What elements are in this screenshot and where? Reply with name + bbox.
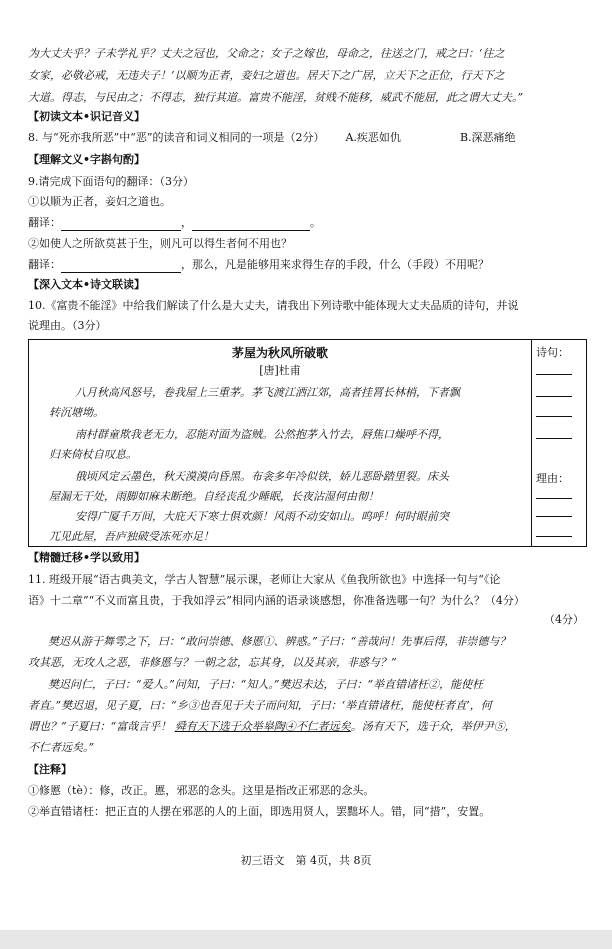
lunyu-line-2: 攻其恶，无攻人之恶，非修慝与？一朝之忿，忘其身，以及其亲，非惑与？” bbox=[28, 656, 397, 669]
poem-box bbox=[28, 339, 532, 547]
poem-line-5: 俄顷风定云墨色，秋天漠漠向昏黑。布衾多年冷似铁，娇儿恶卧踏里裂。床头 bbox=[75, 470, 449, 483]
question-9-item-1: ①以顺为正者，妾妇之道也。 bbox=[28, 195, 171, 208]
answer-blank-3[interactable] bbox=[61, 260, 181, 273]
translation-label-2: 翻译： bbox=[28, 258, 61, 271]
poem-line-1: 八月秋高风怒号，卷我屋上三重茅。茅飞渡江洒江郊，高者挂罥长林梢，下者飘 bbox=[75, 386, 460, 399]
verse-blank-1[interactable] bbox=[536, 374, 572, 375]
section-title-2: 【理解文义•字斟句酌】 bbox=[28, 153, 146, 166]
question-8-option-b: B.深恶痛绝 bbox=[459, 131, 516, 144]
lunyu-line-4: 者直。”樊迟退，见子夏，曰：“乡③也吾见于夫子而问知，子曰：‘举直错诸枉，能使枉者直’，何 bbox=[28, 699, 492, 712]
poem-line-3: 南村群童欺我老无力，忍能对面为盗贼。公然抱茅入竹去，唇焦口燥呼不得， bbox=[75, 428, 449, 441]
period-mark: 。 bbox=[310, 216, 321, 229]
question-11-score: （4分） bbox=[544, 613, 584, 626]
notes-title: 【注释】 bbox=[28, 763, 72, 776]
section-title-1: 【初读文本•识记音义】 bbox=[28, 110, 146, 123]
lunyu-line-3: 樊迟问仁，子曰：“爱人。”问知，子曰：“知人。”樊迟未达，子曰：“举直错诸枉②，能使枉 bbox=[48, 678, 484, 691]
passage-line-2: 女家，必敬必戒，无违夫子！’以顺为正者，妾妇之道也。居天下之广居，立天下之正位，行天下之 bbox=[28, 69, 505, 82]
poem-title: 茅屋为秋风所破歌 bbox=[231, 346, 328, 360]
question-9-item-2: ②如使人之所欲莫甚于生，则凡可以得生者何不用也？ bbox=[28, 237, 292, 250]
translation-label-1: 翻译： bbox=[28, 216, 61, 229]
poem-line-6: 屋漏无干处，雨脚如麻未断绝。自经丧乱少睡眠，长夜沾湿何由彻！ bbox=[49, 490, 379, 503]
poem-line-7: 安得广厦千万间，大庇天下寒士俱欢颜！风雨不动安如山。呜呼！何时眼前突 bbox=[75, 510, 449, 523]
question-10-line-2: 说理由。（3分） bbox=[28, 319, 107, 332]
passage-line-3: 大道。得志，与民由之；不得志，独行其道。富贵不能淫，贫贱不能移，威武不能屈，此之谓大丈夫。” bbox=[28, 91, 524, 104]
verse-blank-4[interactable] bbox=[536, 438, 572, 439]
comma-mark: ， bbox=[181, 216, 192, 229]
poem-line-2: 转沉塘坳。 bbox=[49, 406, 104, 419]
answer-blank-2[interactable] bbox=[192, 218, 310, 231]
note-2: ②举直错诸枉：把正直的人摆在邪恶的人的上面，即选用贤人，罢黜坏人。错，同“措”，安置。 bbox=[28, 805, 491, 818]
reason-blank-1[interactable] bbox=[536, 498, 572, 499]
poem-author: [唐]杜甫 bbox=[259, 364, 301, 377]
section-title-3: 【深入文本•诗文联读】 bbox=[28, 278, 146, 291]
passage-line-1: 为大丈夫乎？子未学礼乎？丈夫之冠也，父命之；女子之嫁也，母命之，往送之门，戒之曰：‘往之 bbox=[28, 47, 505, 60]
question-9-item-2-rest: ，那么，凡是能够用来求得生存的手段，什么（手段）不用呢？ bbox=[181, 258, 489, 271]
underlined-sentence: 舜有天下选于众举皋陶④不仁者远矣 bbox=[174, 720, 351, 733]
question-8-text: 8. 与“死亦我所恶”中“恶”的读音和词义相同的一项是（2分） bbox=[28, 131, 325, 144]
lunyu-line-6: 不仁者远矣。” bbox=[28, 741, 95, 754]
question-10-line-1: 10.《富贵不能淫》中给我们解读了什么是大丈夫，请我出下列诗歌中能体现大丈夫品质的诗句，并说 bbox=[28, 299, 519, 312]
question-11-line-2: 语》十二章”“不义而富且贵，于我如浮云”相同内涵的语录谈感想，你准备选哪一句？为什么？（4分） bbox=[28, 594, 525, 607]
answer-blank-1[interactable] bbox=[61, 218, 181, 231]
answer-column bbox=[530, 339, 587, 547]
verse-blank-2[interactable] bbox=[536, 396, 572, 397]
question-9-answer-1 bbox=[28, 215, 584, 231]
page-footer: 初三语文 第 4页，共 8页 bbox=[240, 854, 372, 867]
section-title-4: 【精髓迁移•学以致用】 bbox=[28, 551, 146, 564]
note-1: ①修慝（tè）：修，改正。慝，邪恶的念头。这里是指改正邪恶的念头。 bbox=[28, 784, 375, 797]
lunyu-line-5a: 谓也？”子夏曰：“富哉言乎！ bbox=[28, 720, 172, 733]
reason-blank-3[interactable] bbox=[536, 536, 572, 537]
poem-line-8: 兀见此屋，吾庐独破受冻死亦足！ bbox=[49, 530, 214, 543]
bottom-bar bbox=[0, 930, 612, 949]
question-8-option-a: A.疾恶如仇 bbox=[345, 131, 401, 144]
verse-blank-3[interactable] bbox=[536, 416, 572, 417]
question-9-answer-2 bbox=[28, 257, 584, 273]
poem-line-4: 归来倚杖自叹息。 bbox=[49, 448, 137, 461]
question-8 bbox=[28, 130, 584, 146]
reason-blank-2[interactable] bbox=[536, 516, 572, 517]
reason-label: 理由： bbox=[536, 472, 569, 485]
question-9: 9.请完成下面语句的翻译：（3分） bbox=[28, 175, 194, 188]
verse-label: 诗句： bbox=[536, 346, 569, 359]
lunyu-line-1: 樊迟从游于舞雩之下，曰：“敢问崇德、修慝①、辨惑。”子曰：“善哉问！先事后得，非崇德与？ bbox=[48, 635, 511, 648]
question-11-line-1: 11. 班级开展“语古典美文，学古人智慧”展示课，老师让大家从《鱼我所欲也》中选择一句与“《论 bbox=[28, 573, 501, 586]
lunyu-line-5c: 。汤有天下，选于众，举伊尹⑤， bbox=[350, 720, 516, 733]
lunyu-line-5 bbox=[28, 719, 584, 735]
